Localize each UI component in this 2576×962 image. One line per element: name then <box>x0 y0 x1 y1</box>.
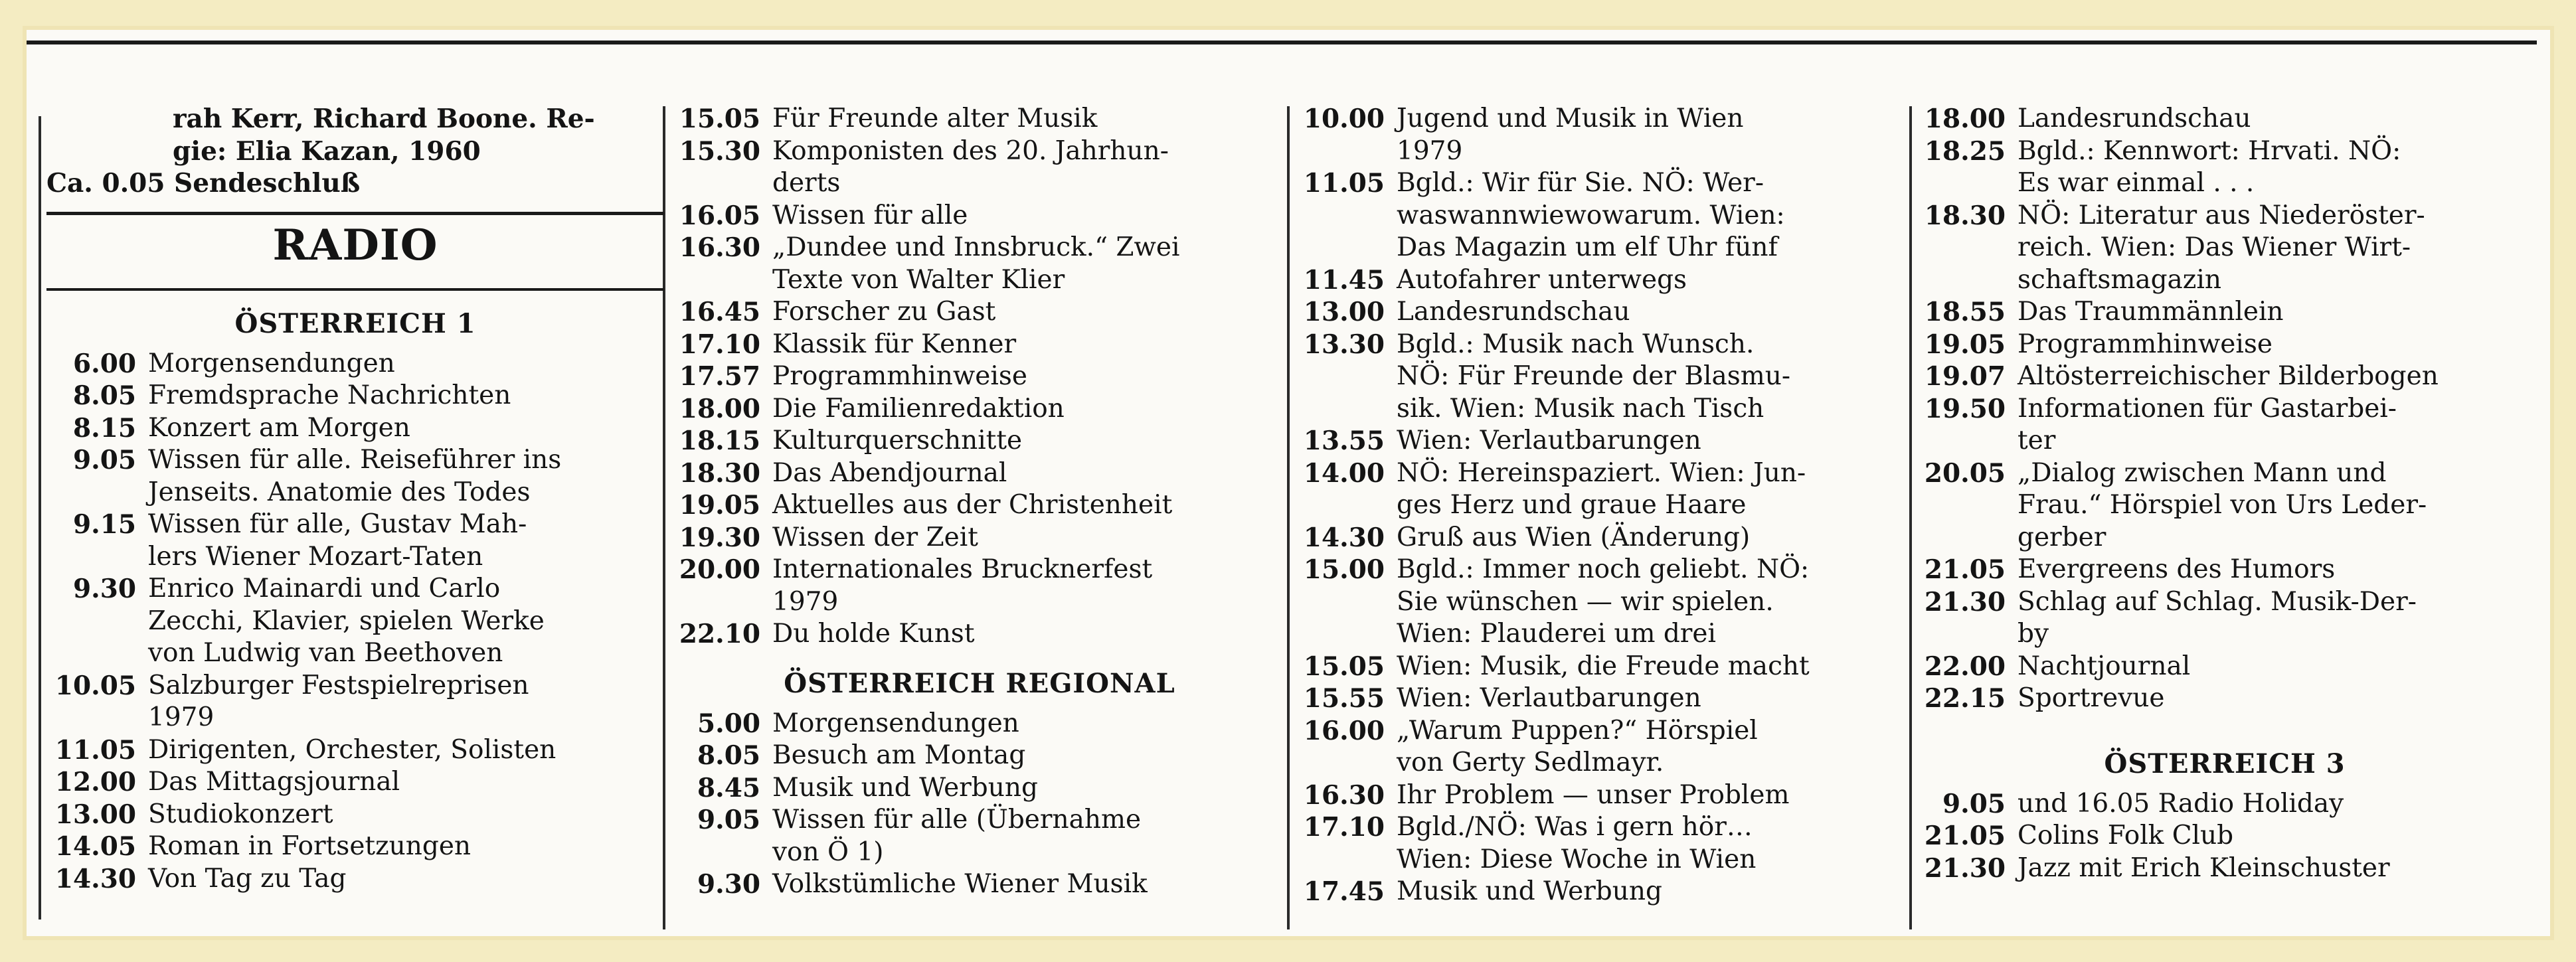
program-line: Wissen für alle (Übernahme <box>772 805 1142 835</box>
program-line: Sportrevue <box>2018 683 2165 713</box>
schedule-list <box>1295 103 1906 908</box>
program-title <box>772 296 995 329</box>
program-line: Kulturquerschnitte <box>772 426 1023 455</box>
schedule-entry <box>1295 457 1906 522</box>
time-label: 19.30 <box>679 522 760 553</box>
time-label: 19.07 <box>1924 361 2006 392</box>
program-line: Fremdsprache Nachrichten <box>148 380 511 410</box>
program-title <box>772 708 1019 740</box>
program-line: Frau.“ Hörspiel von Urs Leder- <box>2018 490 2427 520</box>
program-line: 1979 <box>1397 135 1463 166</box>
program-title <box>1397 457 1806 522</box>
program-line: von Ö 1) <box>772 837 884 867</box>
schedule-entry <box>671 708 1288 740</box>
schedule-entry <box>1916 329 2533 361</box>
time-label: 21.30 <box>1924 586 2006 617</box>
time-label: 10.05 <box>54 670 136 701</box>
program-line: Jazz mit Erich Kleinschuster <box>2018 852 2390 883</box>
schedule-entry <box>671 200 1288 232</box>
program-line: Altösterreichischer Bilderbogen <box>2018 361 2439 391</box>
time-label: 11.45 <box>1303 264 1385 295</box>
time-label: 11.05 <box>54 734 136 765</box>
program-line: Du holde Kunst <box>772 619 975 649</box>
program-title <box>772 425 1022 457</box>
program-line: Evergreens des Humors <box>2018 554 2336 584</box>
schedule-entry <box>1295 329 1906 426</box>
program-title <box>2018 361 2439 393</box>
program-line: „Dialog zwischen Mann und <box>2018 457 2387 488</box>
schedule-entry <box>671 296 1288 329</box>
program-line: by <box>2018 619 2049 649</box>
schedule-entry <box>671 804 1288 868</box>
schedule-entry <box>1295 715 1906 779</box>
time-label: 16.45 <box>679 297 760 327</box>
time-label: 17.57 <box>679 361 760 392</box>
program-line: reich. Wien: Das Wiener Wirt- <box>2018 232 2411 262</box>
time-label: 5.00 <box>697 708 760 739</box>
program-title <box>1397 779 1789 812</box>
program-title <box>772 200 968 232</box>
section-rule <box>46 288 664 291</box>
text-line: gie: Elia Kazan, 1960 <box>173 135 481 167</box>
schedule-entry <box>46 670 664 734</box>
program-title <box>148 799 333 831</box>
program-title <box>1397 682 1701 715</box>
schedule-entry <box>46 831 664 863</box>
program-line: Die Familienredaktion <box>772 393 1065 424</box>
top-rule <box>27 40 2537 44</box>
program-line: 1979 <box>772 586 839 617</box>
time-label: 21.05 <box>1924 821 2006 851</box>
program-line: Das Traummännlein <box>2018 297 2284 327</box>
program-title <box>2018 200 2425 297</box>
program-title <box>772 772 1038 805</box>
program-title <box>772 393 1065 426</box>
program-line: 1979 <box>148 702 215 732</box>
schedule-list <box>671 708 1288 901</box>
schedule-entry <box>1916 554 2533 586</box>
program-title <box>1397 811 1756 876</box>
program-line: „Dundee und Innsbruck.“ Zwei <box>772 232 1180 262</box>
program-line: Internationales Brucknerfest <box>772 554 1153 584</box>
program-line: NÖ: Literatur aus Niederöster- <box>2018 200 2425 230</box>
program-line: Wien: Verlautbarungen <box>1397 426 1701 455</box>
schedule-entry <box>46 509 664 573</box>
program-line: gerber <box>2018 522 2106 552</box>
column-1 <box>46 103 664 895</box>
program-line: Enrico Mainardi und Carlo <box>148 574 501 603</box>
program-line: Das Abendjournal <box>772 457 1007 488</box>
program-line: lers Wiener Mozart-Taten <box>148 541 483 572</box>
schedule-entry <box>671 393 1288 426</box>
program-title <box>148 863 346 896</box>
time-label: 19.50 <box>1924 393 2006 424</box>
program-line: von Gerty Sedlmayr. <box>1397 748 1664 777</box>
program-title <box>1397 167 1785 264</box>
schedule-entry <box>671 554 1288 618</box>
time-label: 15.05 <box>679 104 760 134</box>
program-line: Es war einmal . . . <box>2018 168 2255 198</box>
column-3 <box>1295 103 1906 908</box>
time-label: 13.00 <box>54 799 136 830</box>
program-title <box>2018 554 2335 586</box>
schedule-entry <box>1295 425 1906 457</box>
program-line: Wissen für alle. Reiseführer ins <box>148 445 562 475</box>
time-label: 9.05 <box>697 805 760 835</box>
time-label: 14.30 <box>54 863 136 894</box>
text-line: rah Kerr, Richard Boone. Re- <box>173 104 595 134</box>
schedule-list <box>1916 788 2533 885</box>
program-line: schaftsmagazin <box>2018 264 2221 295</box>
program-title <box>1397 651 1810 683</box>
program-title <box>1397 554 1809 651</box>
program-line: Wien: Verlautbarungen <box>1397 683 1701 713</box>
program-line: Jenseits. Anatomie des Todes <box>148 477 531 507</box>
time-label: 17.45 <box>1303 876 1385 907</box>
schedule-entry <box>1916 361 2533 393</box>
time-label: 13.55 <box>1303 426 1385 456</box>
program-line: Das Mittagsjournal <box>148 767 400 797</box>
program-title <box>148 670 529 734</box>
program-title <box>2018 682 2164 715</box>
program-title <box>2018 135 2401 200</box>
program-title <box>148 380 511 412</box>
time-label: 16.30 <box>679 232 760 263</box>
time-label: 9.30 <box>73 574 136 604</box>
program-line: Wissen der Zeit <box>772 522 978 552</box>
schedule-entry <box>46 444 664 509</box>
schedule-entry <box>1295 779 1906 812</box>
program-line: Programmhinweise <box>772 361 1027 391</box>
schedule-entry <box>1295 554 1906 651</box>
schedule-entry <box>1916 200 2533 297</box>
program-title <box>772 740 1025 772</box>
schedule-entry <box>671 103 1288 135</box>
program-title <box>2018 820 2233 852</box>
time-label: 17.10 <box>679 329 760 360</box>
schedule-entry <box>46 412 664 445</box>
schedule-entry <box>1295 103 1906 167</box>
spacer <box>1916 715 2533 731</box>
schedule-entry <box>46 348 664 380</box>
program-line: Schlag auf Schlag. Musik-Der- <box>2018 586 2417 617</box>
program-title <box>772 522 978 554</box>
time-label: 15.55 <box>1303 683 1385 714</box>
time-label: 8.05 <box>697 740 760 771</box>
program-title <box>148 348 395 380</box>
program-title <box>772 457 1007 490</box>
schedule-entry <box>1916 296 2533 329</box>
schedule-entry <box>46 573 664 670</box>
program-line: Nachtjournal <box>2018 651 2191 681</box>
schedule-entry <box>671 772 1288 805</box>
schedule-entry <box>671 457 1288 490</box>
program-line: Autofahrer unterwegs <box>1397 264 1687 295</box>
time-label: 20.05 <box>1924 457 2006 489</box>
time-label: 22.15 <box>1924 683 2006 714</box>
previous-program-text <box>46 103 664 167</box>
station-heading-regional: ÖSTERREICH REGIONAL <box>784 667 1175 699</box>
station-heading-oe1: ÖSTERREICH 1 <box>234 307 476 339</box>
schedule-entry <box>671 740 1288 772</box>
program-line: Roman in Fortsetzungen <box>148 831 472 861</box>
time-label: 14.00 <box>1303 457 1385 489</box>
time-label: 18.55 <box>1924 297 2006 327</box>
program-line: Bgld.: Immer noch geliebt. NÖ: <box>1397 554 1810 584</box>
program-title <box>1397 329 1790 426</box>
program-line: Das Magazin um elf Uhr fünf <box>1397 232 1778 262</box>
schedule-entry <box>671 868 1288 901</box>
program-title <box>148 831 471 863</box>
time-label: 21.30 <box>1924 852 2006 884</box>
schedule-entry <box>671 522 1288 554</box>
time-label: 17.10 <box>1303 812 1385 842</box>
station-heading-oe3: ÖSTERREICH 3 <box>2104 748 2346 779</box>
program-line: Wien: Plauderei um drei <box>1397 619 1716 649</box>
schedule-entry <box>46 863 664 896</box>
time-label: 18.30 <box>1924 200 2006 231</box>
schedule-list <box>46 348 664 896</box>
time-label: 18.30 <box>679 457 760 489</box>
column-rule <box>39 116 41 920</box>
program-line: waswannwiewowarum. Wien: <box>1397 200 1785 230</box>
program-title <box>148 766 400 799</box>
program-line: Wissen für alle <box>772 200 968 230</box>
program-line: Programmhinweise <box>2018 329 2273 359</box>
schedule-list <box>671 103 1288 651</box>
time-label: 16.00 <box>1303 715 1385 746</box>
time-label: 9.05 <box>73 445 136 475</box>
program-title <box>2018 651 2190 683</box>
program-title <box>772 329 1016 361</box>
program-line: Jugend und Musik in Wien <box>1397 104 1744 133</box>
schedule-entry <box>1916 820 2533 852</box>
time-label: 8.05 <box>73 380 136 411</box>
program-line: Wissen für alle, Gustav Mah- <box>148 509 527 539</box>
time-label: 9.05 <box>1942 788 2006 819</box>
time-label: 8.45 <box>697 772 760 803</box>
schedule-entry <box>1295 876 1906 908</box>
program-title <box>772 361 1027 393</box>
schedule-entry <box>1295 167 1906 264</box>
program-line: NÖ: Für Freunde der Blasmu- <box>1397 361 1791 391</box>
program-line: von Ludwig van Beethoven <box>148 638 503 668</box>
time-label: 15.00 <box>1303 554 1385 585</box>
program-line: Gruß aus Wien (Änderung) <box>1397 522 1751 552</box>
program-title <box>772 554 1152 618</box>
time-label: 19.05 <box>1924 329 2006 360</box>
program-title <box>772 135 1169 200</box>
program-line: Wien: Musik, die Freude macht <box>1397 651 1810 681</box>
program-line: Morgensendungen <box>772 708 1019 738</box>
program-line: NÖ: Hereinspaziert. Wien: Jun- <box>1397 457 1806 488</box>
program-line: Bgld.: Musik nach Wunsch. <box>1397 329 1755 359</box>
program-title <box>2018 788 2344 821</box>
schedule-entry <box>671 425 1288 457</box>
program-line: Zecchi, Klavier, spielen Werke <box>148 605 545 636</box>
time-label: 16.30 <box>1303 779 1385 811</box>
schedule-entry <box>1295 651 1906 683</box>
program-line: Salzburger Festspielreprisen <box>148 670 529 700</box>
schedule-entry <box>671 135 1288 200</box>
program-line: Informationen für Gastarbei- <box>2018 393 2397 424</box>
schedule-entry <box>671 232 1288 296</box>
program-line: Ihr Problem — unser Problem <box>1397 779 1790 810</box>
time-label: 22.10 <box>679 619 760 649</box>
time-label: 9.30 <box>697 869 760 900</box>
program-line: Colins Folk Club <box>2018 821 2234 850</box>
program-title <box>2018 457 2427 554</box>
time-label: 9.15 <box>73 509 136 540</box>
time-label: 14.05 <box>54 831 136 862</box>
program-title <box>148 734 556 767</box>
program-title <box>772 232 1179 296</box>
program-line: Bgld.: Kennwort: Hrvati. NÖ: <box>2018 135 2401 166</box>
schedule-entry <box>1916 457 2533 554</box>
time-label: 18.00 <box>1924 104 2006 134</box>
schedule-entry <box>1295 811 1906 876</box>
schedule-entry <box>1916 852 2533 885</box>
program-line: Landesrundschau <box>1397 297 1630 327</box>
time-label: 21.05 <box>1924 554 2006 585</box>
program-title <box>148 444 561 509</box>
program-line: Dirigenten, Orchester, Solisten <box>148 734 557 765</box>
time-label: 18.15 <box>679 426 760 456</box>
column-4 <box>1916 103 2533 884</box>
program-title <box>772 618 975 651</box>
program-title <box>148 573 545 670</box>
program-title <box>2018 329 2273 361</box>
time-label: 18.00 <box>679 393 760 424</box>
schedule-entry <box>46 766 664 799</box>
schedule-entry <box>1295 264 1906 297</box>
program-title <box>1397 522 1750 554</box>
program-line: Landesrundschau <box>2018 104 2251 133</box>
newspaper-clipping <box>27 30 2550 936</box>
program-line: Bgld./NÖ: Was i gern hör… <box>1397 812 1753 842</box>
schedule-entry <box>1295 296 1906 329</box>
program-line: Von Tag zu Tag <box>148 863 347 894</box>
program-title <box>772 868 1148 901</box>
program-line: Volkstümliche Wiener Musik <box>772 869 1148 899</box>
program-title <box>1397 264 1687 297</box>
program-line: derts <box>772 168 841 198</box>
program-line: Sie wünschen — wir spielen. <box>1397 586 1774 617</box>
program-title <box>1397 715 1758 779</box>
program-title <box>1397 876 1662 908</box>
program-line: Musik und Werbung <box>772 772 1038 803</box>
program-line: sik. Wien: Musik nach Tisch <box>1397 393 1764 424</box>
program-title <box>772 804 1141 868</box>
program-title <box>2018 852 2390 885</box>
time-label: 12.00 <box>54 767 136 797</box>
broadcast-end: Ca. 0.05 Sendeschluß <box>46 168 361 199</box>
schedule-entry <box>46 380 664 412</box>
column-rule <box>1909 106 1912 929</box>
program-line: ges Herz und graue Haare <box>1397 490 1747 520</box>
time-label: 13.00 <box>1303 297 1385 327</box>
time-label: 8.15 <box>73 412 136 443</box>
program-line: Klassik für Kenner <box>772 329 1017 359</box>
time-label: 11.05 <box>1303 168 1385 199</box>
time-label: 6.00 <box>73 348 136 379</box>
time-label: 16.05 <box>679 200 760 231</box>
program-line: Aktuelles aus der Christenheit <box>772 490 1173 520</box>
program-line: Morgensendungen <box>148 348 395 378</box>
schedule-entry <box>46 734 664 767</box>
schedule-list <box>1916 103 2533 715</box>
program-title <box>2018 103 2251 135</box>
time-label: 18.25 <box>1924 135 2006 167</box>
schedule-entry <box>671 361 1288 393</box>
schedule-entry <box>1916 586 2533 651</box>
schedule-entry <box>671 489 1288 522</box>
program-line: Besuch am Montag <box>772 740 1026 770</box>
program-title <box>1397 296 1630 329</box>
time-label: 15.05 <box>1303 651 1385 682</box>
time-label: 19.05 <box>679 490 760 521</box>
schedule-entry <box>1295 682 1906 715</box>
program-title <box>2018 393 2397 457</box>
program-title <box>148 509 527 573</box>
program-title <box>148 412 410 445</box>
schedule-entry <box>671 618 1288 651</box>
program-line: ter <box>2018 426 2056 455</box>
program-title <box>772 103 1097 135</box>
program-title <box>2018 296 2284 329</box>
program-title <box>2018 586 2417 651</box>
schedule-entry <box>1916 682 2533 715</box>
program-line: Musik und Werbung <box>1397 876 1662 906</box>
schedule-entry <box>1916 135 2533 200</box>
program-line: Texte von Walter Klier <box>772 264 1065 295</box>
time-label: 13.30 <box>1303 329 1385 360</box>
schedule-entry <box>1916 393 2533 457</box>
time-label: 14.30 <box>1303 522 1385 553</box>
schedule-entry <box>1916 651 2533 683</box>
schedule-entry <box>46 799 664 831</box>
program-line: und 16.05 Radio Holiday <box>2018 788 2344 819</box>
program-title <box>1397 103 1744 167</box>
program-line: Komponisten des 20. Jahrhun- <box>772 135 1169 166</box>
program-title <box>1397 425 1701 457</box>
program-line: Studiokonzert <box>148 799 333 829</box>
program-title <box>772 489 1172 522</box>
time-label: 20.00 <box>679 554 760 585</box>
column-2 <box>671 103 1288 901</box>
program-line: Konzert am Morgen <box>148 412 410 443</box>
schedule-entry <box>1295 522 1906 554</box>
time-label: 22.00 <box>1924 651 2006 682</box>
program-line: Bgld.: Wir für Sie. NÖ: Wer- <box>1397 168 1764 198</box>
program-line: Wien: Diese Woche in Wien <box>1397 844 1757 874</box>
program-line: „Warum Puppen?“ Hörspiel <box>1397 715 1758 746</box>
time-label: 15.30 <box>679 135 760 167</box>
schedule-entry <box>1916 788 2533 821</box>
radio-heading: RADIO <box>272 220 438 270</box>
program-line: Forscher zu Gast <box>772 297 996 327</box>
schedule-entry <box>671 329 1288 361</box>
schedule-entry <box>1916 103 2533 135</box>
time-label: 10.00 <box>1303 104 1385 134</box>
program-line: Für Freunde alter Musik <box>772 104 1098 133</box>
